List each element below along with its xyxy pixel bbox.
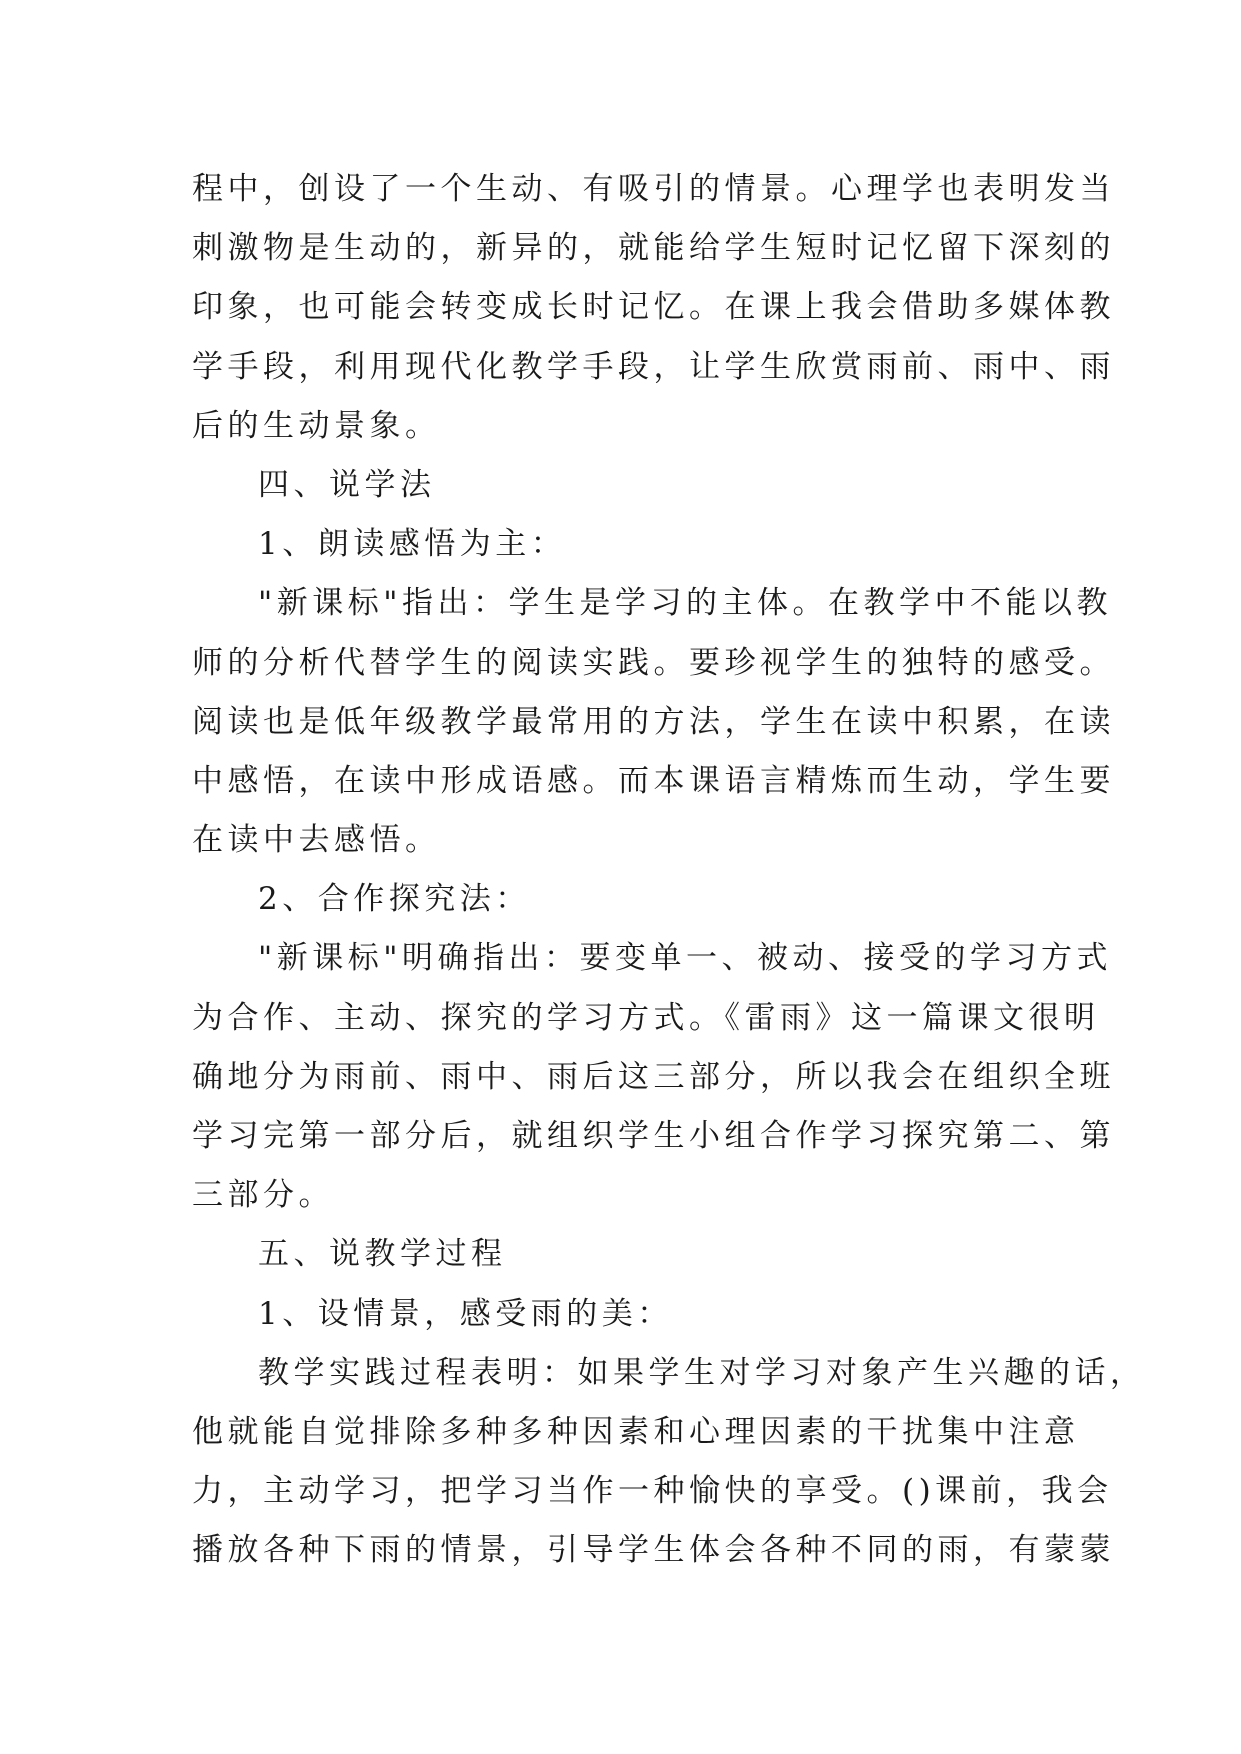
text-line: 力，主动学习，把学习当作一种愉快的享受。()课前，我会 bbox=[192, 1473, 1113, 1510]
text-line: 他就能自觉排除多种多种因素和心理因素的干扰集中注意 bbox=[192, 1413, 1080, 1450]
text-line: 印象，也可能会转变成长时记忆。在课上我会借助多媒体教 bbox=[192, 289, 1115, 326]
text-line: 播放各种下雨的情景，引导学生体会各种不同的雨，有蒙蒙 bbox=[192, 1532, 1115, 1569]
text-line: 刺激物是生动的，新异的，就能给学生短时记忆留下深刻的 bbox=[192, 230, 1115, 267]
text-line: 中感悟，在读中形成语感。而本课语言精炼而生动，学生要 bbox=[192, 762, 1115, 799]
paragraph-first-line: "新课标"指出：学生是学习的主体。在教学中不能以教 bbox=[258, 585, 1113, 622]
text-line: 师的分析代替学生的阅读实践。要珍视学生的独特的感受。 bbox=[192, 644, 1115, 681]
text-line: 后的生动景象。 bbox=[192, 407, 441, 444]
subsection-heading: 2、合作探究法： bbox=[258, 881, 531, 918]
text-line: 程中，创设了一个生动、有吸引的情景。心理学也表明发当 bbox=[192, 171, 1115, 207]
text-line: 三部分。 bbox=[192, 1177, 334, 1214]
paragraph-first-line: 教学实践过程表明：如果学生对学习对象产生兴趣的话， bbox=[258, 1354, 1146, 1391]
section-heading: 四、说学法 bbox=[258, 466, 436, 503]
body-text bbox=[192, 160, 1146, 1581]
section-heading: 五、说教学过程 bbox=[258, 1236, 507, 1273]
text-line: 确地分为雨前、雨中、雨后这三部分，所以我会在组织全班 bbox=[192, 1058, 1115, 1095]
text-line: 在读中去感悟。 bbox=[192, 822, 441, 859]
text-line: 学习完第一部分后，就组织学生小组合作学习探究第二、第 bbox=[192, 1118, 1115, 1154]
paragraph-first-line: "新课标"明确指出：要变单一、被动、接受的学习方式 bbox=[258, 940, 1113, 977]
text-line: 阅读也是低年级教学最常用的方法，学生在读中积累，在读 bbox=[192, 703, 1115, 740]
subsection-heading: 1、朗读感悟为主： bbox=[258, 526, 567, 563]
text-line: 学手段，利用现代化教学手段，让学生欣赏雨前、雨中、雨 bbox=[192, 348, 1115, 385]
subsection-heading: 1、设情景，感受雨的美： bbox=[258, 1295, 673, 1332]
text-line: 为合作、主动、探究的学习方式。《雷雨》这一篇课文很明 bbox=[192, 999, 1100, 1036]
